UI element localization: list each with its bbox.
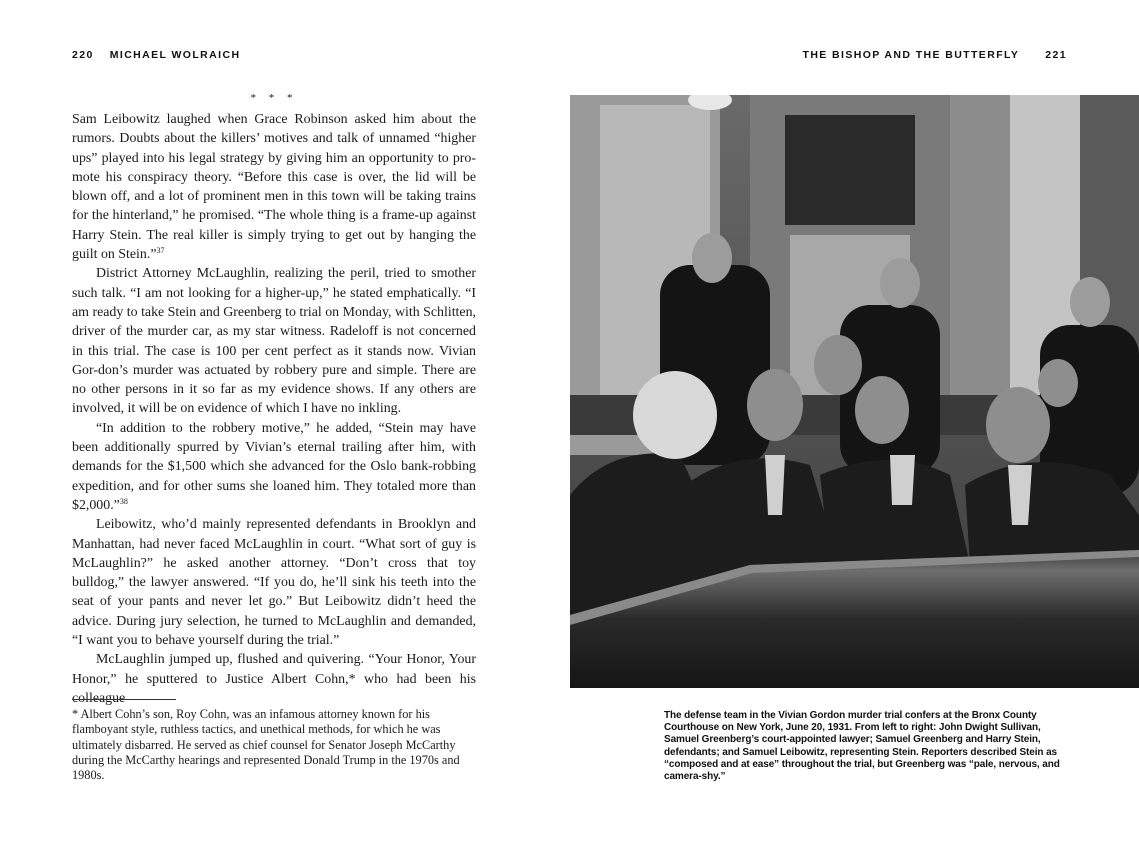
paragraph-text: “In addition to the robbery motive,” he added, “Stein may have been additionally spurred by Vivian’s eternal trailing after him, with demands for the $1,500 which she advanced for the Oslo bank-robbing expedition, and for other sums she loaned him. They totaled more than $2,000.” [72, 420, 476, 513]
body-text [72, 110, 476, 708]
paragraph-text: McLaughlin jumped up, flushed and quivering. “Your Honor, Your Honor,” he sputtered to Justice Albert Cohn,* who had been his colleague [72, 652, 476, 706]
right-running-head [803, 49, 1067, 61]
photo-illustration [570, 95, 1139, 688]
endnote-ref: 37 [156, 246, 165, 256]
paragraph-text: Leibowitz, who’d mainly represented defendants in Brooklyn and Manhattan, had never faced McLaughlin in court. “What sort of guy is McLaughlin?” he asked another attorney. “Don’t cross that toy bulldog,” the lawyer answered. “If you do, he’ll sink his teeth into the seat of your pants and never let go.” But Leibowitz didn’t heed the advice. During jury selection, he turned to McLaughlin and demanded, “I want you to behave yourself during the trial.” [72, 517, 476, 649]
paragraph [72, 264, 476, 418]
left-page-number: 220 [72, 49, 94, 61]
book-title: THE BISHOP AND THE BUTTERFLY [802, 49, 1020, 61]
photo-caption: The defense team in the Vivian Gordon murder trial confers at the Bronx County Courthouse on New York, June 20, 1931. From left to right: John Dwight Sullivan, Samuel Greenberg’s court-appointed lawyer; Samuel Greenberg and Harry Stein, defendants; and Samuel Leibowitz, representing Stein. Reporters described Stein as “composed and at ease” throughout the trial, but Greenberg was “pale, nervous, and camera-shy.” [664, 710, 1060, 783]
courtroom-photo [570, 95, 1139, 688]
paragraph [72, 515, 476, 650]
paragraph [72, 110, 476, 264]
paragraph-text: Sam Leibowitz laughed when Grace Robinson asked him about the rumors. Doubts about the killers’ motives and talk of unnamed “higher ups” played into his legal strategy by giving him an opportunity to pro-mote his conspiracy theory. “Before this case is over, the lid will be blown off, and a lot of prominent men in this town will be taking trains for the hinterland,” he promised. “The whole thing is a frame-up against Harry Stein. The real killer is simply trying to get out by hanging the guilt on Stein.” [72, 112, 476, 263]
right-page-number: 221 [1045, 49, 1067, 61]
author-name: MICHAEL WOLRAICH [109, 49, 241, 61]
section-break: * * * [250, 92, 298, 104]
footnote-rule [72, 699, 176, 700]
paragraph-text: District Attorney McLaughlin, realizing the peril, tried to smother such talk. “I am not looking for a higher-up,” he stated emphatically. “I am ready to take Stein and Greenberg to trial on Monday, with Schlitten, driver of the murder car, as my star witness. Radeloff is not concerned in this trial. The case is 100 per cent perfect as it stands now. Vivian Gor-don’s murder was actuated by robbery pure and simple. There are no other persons in it so far as my evidence shows. If any others are involved, it will be on evidence of which I have no inkling. [72, 266, 476, 417]
left-running-head [72, 49, 240, 61]
footnote: * Albert Cohn’s son, Roy Cohn, was an infamous attorney known for his flamboyant style, ruthless tactics, and unethical methods, for which he was ultimately disbarred. He served as chief counsel for Senator Joseph McCarthy during the McCarthy hearings and represented Donald Trump in the 1970s and 1980s. [72, 707, 460, 783]
paragraph [72, 419, 476, 515]
endnote-ref: 38 [119, 496, 128, 506]
